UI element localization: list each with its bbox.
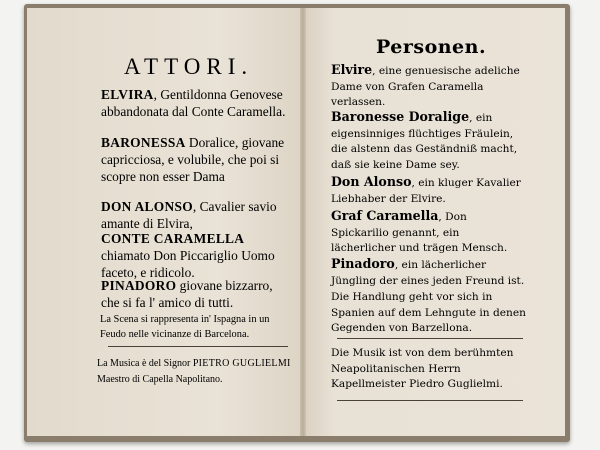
composer-name: PIETRO GUGLIELMI [192,358,291,369]
music-credit-de: Die Musik ist von dem berühmten Neapolitanischen Herrn Kapellmeister Piedro Guglielmi. [331,347,514,390]
cast-entry-pinadoro [101,277,293,311]
music-suffix: Maestro di Capella Napolitano. [97,374,223,385]
cast-name: PINADORO [101,278,177,293]
divider [108,346,288,347]
cast-description: chiamato Don Piccariglio Uomo faceto, e ridicolo. [101,248,275,280]
personen-title: Personen. [376,36,487,58]
divider [337,338,523,339]
cast-description: Doralice, giovane capricciosa, e volubile, che poi si scopre non esser Dama [101,135,285,184]
cast-name: Baronesse Doralige [331,109,470,124]
cast-name: Don Alonso [331,174,412,189]
cast-description: , Don Spickarilio genannt, ein lächerlicher und trägen Mensch. [331,211,508,254]
cast-entry-don-alonso [101,198,293,232]
scene-note: La Scena si rappresenta in' Ispagna in un Feudo nelle vicinanze di Barcelona. [100,314,270,340]
cast-name: Elvire [331,62,373,77]
cast-name: CONTE CARAMELLA [101,231,245,246]
cast-entry-baronessa [101,134,293,185]
divider [337,400,523,401]
cast-entry-pinadoro-de [331,256,527,289]
music-prefix: La Musica è del Signor [97,358,193,369]
cast-description: , ein lächerlicher Jüngling der eines jeden Freund ist. [331,259,525,287]
cast-entry-don-alonso-de [331,174,527,207]
cast-description: , ein kluger Kavalier Liebhaber der Elvire. [331,177,521,205]
cast-entry-elvire [331,62,527,111]
book-gutter [300,8,306,436]
cast-name: Graf Caramella [331,208,439,223]
cast-description: , eine genuesische adeliche Dame von Grafen Caramella verlassen. [331,65,520,108]
cast-description: , ein eigensinniges flüchtiges Fräulein, die alstenn das Geständniß macht, daß sie keine Dame sey. [331,112,518,171]
cast-description: giovane bizzarro, che si fa l' amico di tutti. [101,278,273,310]
cast-description: , Gentildonna Genovese abbandonata dal Conte Caramella. [101,87,286,119]
cast-name: DON ALONSO [101,199,193,214]
cast-entry-graf-caramella [331,208,527,257]
cast-name: Pinadoro [331,256,395,271]
attori-title: ATTORI. [124,54,254,79]
cast-name: BARONESSA [101,135,186,150]
cast-entry-elvira [101,86,293,120]
cast-name: ELVIRA [101,87,154,102]
music-credit [97,356,293,388]
cast-entry-conte-caramella [101,230,293,281]
setting-note: Die Handlung geht vor sich in Spanien auf dem Lehngute in denen Gegenden von Barzellona. [331,291,526,334]
cast-description: , Cavalier savio amante di Elvira, [101,199,277,231]
cast-entry-baronesse [331,109,527,173]
